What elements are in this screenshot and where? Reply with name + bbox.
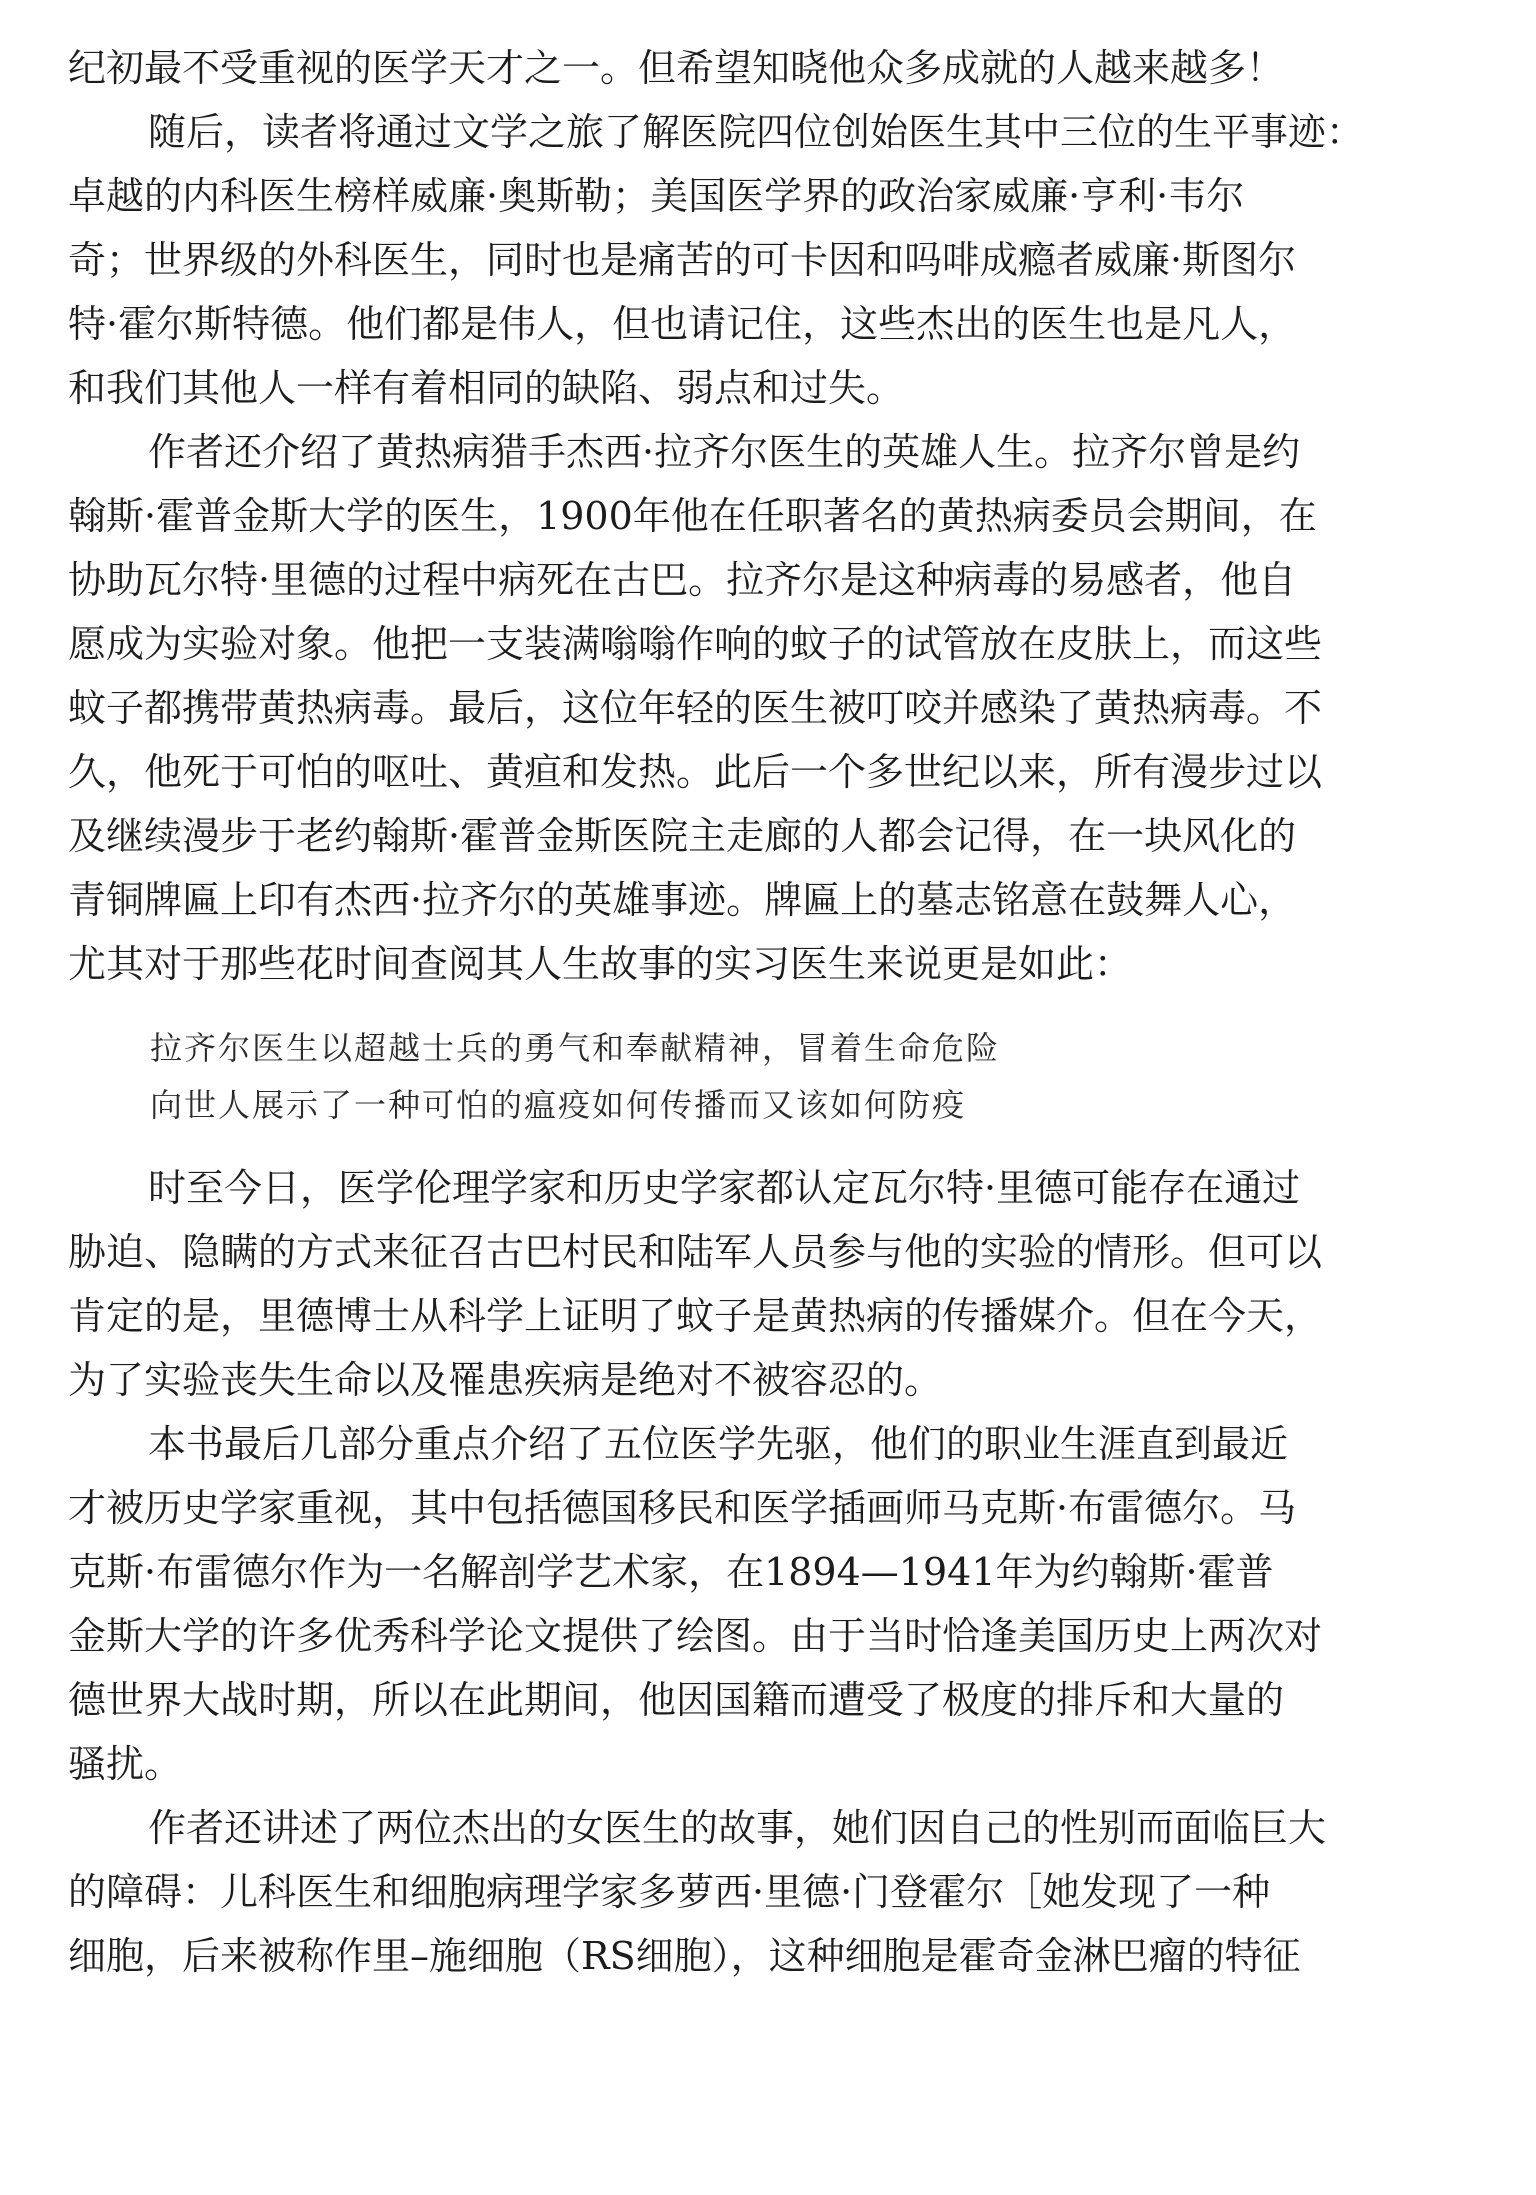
text-line: 肯定的是，里德博士从科学上证明了蚊子是黄热病的传播媒介。但在今天， — [68, 1294, 1323, 1338]
text-line: 特·霍尔斯特德。他们都是伟人，但也请记住，这些杰出的医生也是凡人， — [68, 302, 1297, 346]
text-line: 本书最后几部分重点介绍了五位医学先驱，他们的职业生涯直到最近 — [148, 1422, 1289, 1466]
text-line: 久，他死于可怕的呕吐、黄疸和发热。此后一个多世纪以来，所有漫步过以 — [68, 750, 1323, 794]
text-line: 作者还介绍了黄热病猎手杰西·拉齐尔医生的英雄人生。拉齐尔曾是约 — [148, 430, 1301, 474]
text-line: 作者还讲述了两位杰出的女医生的故事，她们因自己的性别而面临巨大 — [148, 1806, 1327, 1850]
text-line: 及继续漫步于老约翰斯·霍普金斯医院主走廊的人都会记得，在一块风化的 — [68, 814, 1297, 858]
text-line: 才被历史学家重视，其中包括德国移民和医学插画师马克斯·布雷德尔。马 — [68, 1486, 1297, 1530]
text-line: 愿成为实验对象。他把一支装满嗡嗡作响的蚊子的试管放在皮肤上，而这些 — [68, 622, 1323, 666]
paragraph-founding-physicians — [68, 100, 1418, 420]
text-line: 蚊子都携带黄热病毒。最后，这位年轻的医生被叮咬并感染了黄热病毒。不 — [68, 686, 1323, 730]
text-line: 奇；世界级的外科医生，同时也是痛苦的可卡因和吗啡成瘾者威廉·斯图尔 — [68, 238, 1297, 282]
quote-line: 向世人展示了一种可怕的瘟疫如何传播而又该如何防疫 — [150, 1086, 967, 1124]
book-page — [68, 36, 1418, 1988]
text-line: 德世界大战时期，所以在此期间，他因国籍而遭受了极度的排斥和大量的 — [68, 1678, 1285, 1722]
text-line: 和我们其他人一样有着相同的缺陷、弱点和过失。 — [68, 366, 905, 410]
paragraph-brodel — [68, 1412, 1418, 1796]
text-line: 青铜牌匾上印有杰西·拉齐尔的英雄事迹。牌匾上的墓志铭意在鼓舞人心， — [68, 878, 1297, 922]
paragraph-continuation — [68, 36, 1418, 100]
paragraph-women-doctors — [68, 1796, 1418, 1988]
text-line: 金斯大学的许多优秀科学论文提供了绘图。由于当时恰逢美国历史上两次对 — [68, 1614, 1323, 1658]
quote-line: 拉齐尔医生以超越士兵的勇气和奉献精神，冒着生命危险 — [150, 1029, 1001, 1067]
epitaph-quote — [150, 1020, 1418, 1134]
paragraph-ethics — [68, 1156, 1418, 1412]
text-line: 时至今日，医学伦理学家和历史学家都认定瓦尔特·里德可能存在通过 — [148, 1166, 1301, 1210]
text-line: 为了实验丧失生命以及罹患疾病是绝对不被容忍的。 — [68, 1358, 943, 1402]
text-line: 细胞，后来被称作里–施细胞（RS细胞），这种细胞是霍奇金淋巴瘤的特征 — [68, 1934, 1301, 1978]
text-line: 骚扰。 — [68, 1742, 183, 1786]
text-line: 翰斯·霍普金斯大学的医生，1900年他在任职著名的黄热病委员会期间，在 — [68, 494, 1317, 538]
text-line: 卓越的内科医生榜样威廉·奥斯勒；美国医学界的政治家威廉·亨利·韦尔 — [68, 174, 1245, 218]
text-line: 协助瓦尔特·里德的过程中病死在古巴。拉齐尔是这种病毒的易感者，他自 — [68, 558, 1297, 602]
paragraph-lazear — [68, 420, 1418, 996]
text-line: 克斯·布雷德尔作为一名解剖学艺术家，在1894—1941年为约翰斯·霍普 — [68, 1550, 1274, 1594]
text-line: 纪初最不受重视的医学天才之一。但希望知晓他众多成就的人越来越多！ — [68, 46, 1285, 90]
text-line: 胁迫、隐瞒的方式来征召古巴村民和陆军人员参与他的实验的情形。但可以 — [68, 1230, 1323, 1274]
text-line: 的障碍：儿科医生和细胞病理学家多萝西·里德·门登霍尔［她发现了一种 — [68, 1870, 1271, 1914]
text-line: 随后，读者将通过文学之旅了解医院四位创始医生其中三位的生平事迹： — [148, 110, 1365, 154]
text-line: 尤其对于那些花时间查阅其人生故事的实习医生来说更是如此： — [68, 942, 1133, 986]
